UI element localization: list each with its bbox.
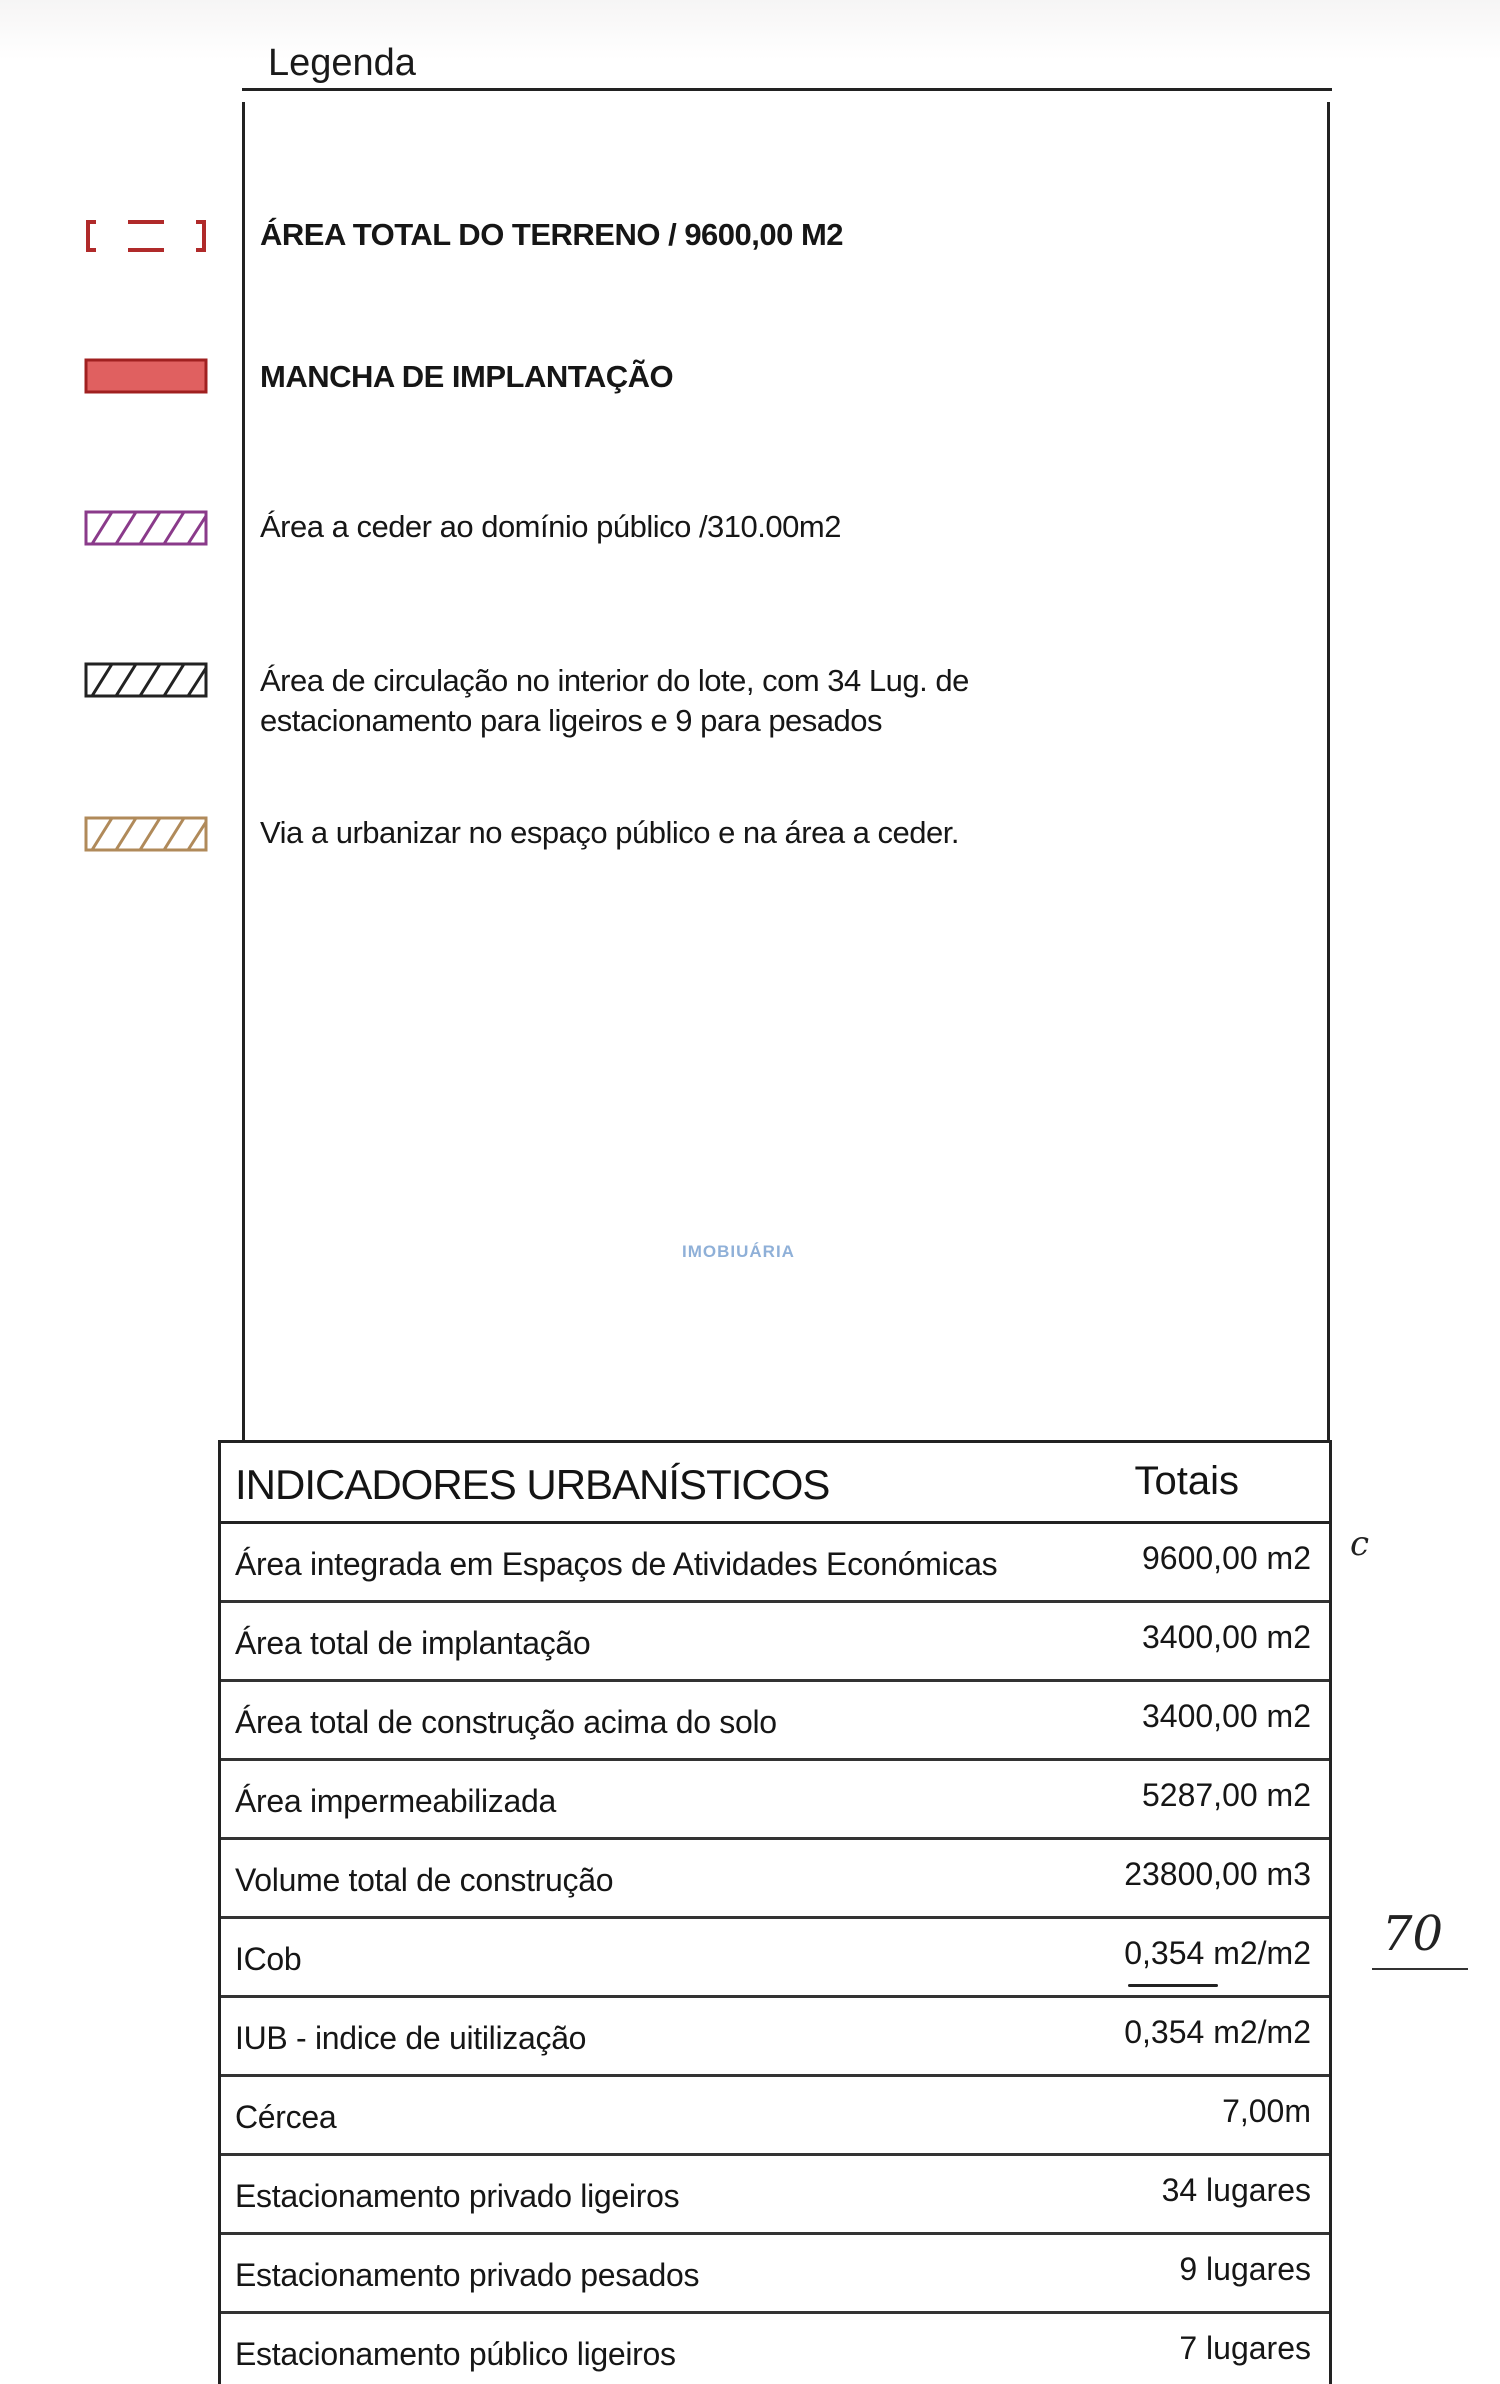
dashed-red-outline-icon xyxy=(84,218,208,254)
row-label: IUB - indice de uitilização xyxy=(235,2020,587,2056)
legend-top-rule xyxy=(242,88,1332,91)
row-value: 34 lugares xyxy=(1161,2172,1311,2208)
row-value: 7,00m xyxy=(1222,2093,1311,2129)
legend-text-circulation-line2: estacionamento para ligeiros e 9 para pesados xyxy=(260,703,883,738)
table-row xyxy=(221,1524,1329,1603)
row-label: Área impermeabilizada xyxy=(235,1783,556,1819)
table-row xyxy=(221,1761,1329,1840)
table-row xyxy=(221,2077,1329,2156)
row-label: Área integrada em Espaços de Atividades Económicas xyxy=(235,1546,998,1582)
table-row xyxy=(221,1603,1329,1682)
table-row xyxy=(221,2156,1329,2235)
table-row xyxy=(221,2314,1329,2384)
table-row xyxy=(221,1998,1329,2077)
watermark: IMOBIUÁRIA xyxy=(682,1242,795,1261)
row-label: Estacionamento público ligeiros xyxy=(235,2336,676,2372)
row-value: 9 lugares xyxy=(1179,2251,1311,2287)
indicators-header-total: Totais xyxy=(1134,1459,1239,1503)
row-value: 3400,00 m2 xyxy=(1141,1698,1311,1734)
black-hatch-icon xyxy=(84,662,208,698)
legend-text-implantation: MANCHA DE IMPLANTAÇÃO xyxy=(260,359,674,394)
tan-hatch-icon xyxy=(84,816,208,852)
row-value: 9600,00 m2 xyxy=(1141,1540,1311,1576)
table-row xyxy=(221,1682,1329,1761)
indicators-table xyxy=(218,1440,1332,2384)
row-value: 0,354 m2/m2 xyxy=(1124,1935,1311,1971)
legend-title: Legenda xyxy=(268,42,416,84)
legend-text-public-road: Via a urbanizar no espaço público e na área a ceder. xyxy=(260,815,959,850)
table-row xyxy=(221,1840,1329,1919)
solid-red-fill-icon xyxy=(84,358,208,394)
handwritten-mark-c: c xyxy=(1350,1524,1370,1564)
row-label: Área total de construção acima do solo xyxy=(235,1704,777,1740)
table-row xyxy=(221,2235,1329,2314)
row-value: 5287,00 m2 xyxy=(1141,1777,1311,1813)
handwritten-dash xyxy=(1372,1968,1468,1970)
legend-text-total-area: ÁREA TOTAL DO TERRENO / 9600,00 M2 xyxy=(260,217,844,252)
indicators-header-label: INDICADORES URBANÍSTICOS xyxy=(235,1461,830,1508)
indicators-header xyxy=(221,1443,1329,1524)
legend-box xyxy=(242,102,1330,1442)
row-label: Estacionamento privado ligeiros xyxy=(235,2178,680,2214)
legend-text-public-domain: Área a ceder ao domínio público /310.00m2 xyxy=(260,509,841,544)
purple-hatch-icon xyxy=(84,510,208,546)
row-value: 3400,00 m2 xyxy=(1141,1619,1311,1655)
row-value: 23800,00 m3 xyxy=(1124,1856,1311,1892)
handwritten-underline xyxy=(1128,1984,1218,1987)
row-label: Cércea xyxy=(235,2099,337,2135)
row-label: Volume total de construção xyxy=(235,1862,614,1898)
row-label: Estacionamento privado pesados xyxy=(235,2257,700,2293)
row-label: ICob xyxy=(235,1941,302,1977)
row-label: Área total de implantação xyxy=(235,1625,591,1661)
row-value: 0,354 m2/m2 xyxy=(1124,2014,1311,2050)
handwritten-mark-70: 70 xyxy=(1382,1906,1444,1962)
legend-text-circulation-line1: Área de circulação no interior do lote, com 34 Lug. de xyxy=(260,663,969,698)
row-value: 7 lugares xyxy=(1179,2330,1311,2366)
